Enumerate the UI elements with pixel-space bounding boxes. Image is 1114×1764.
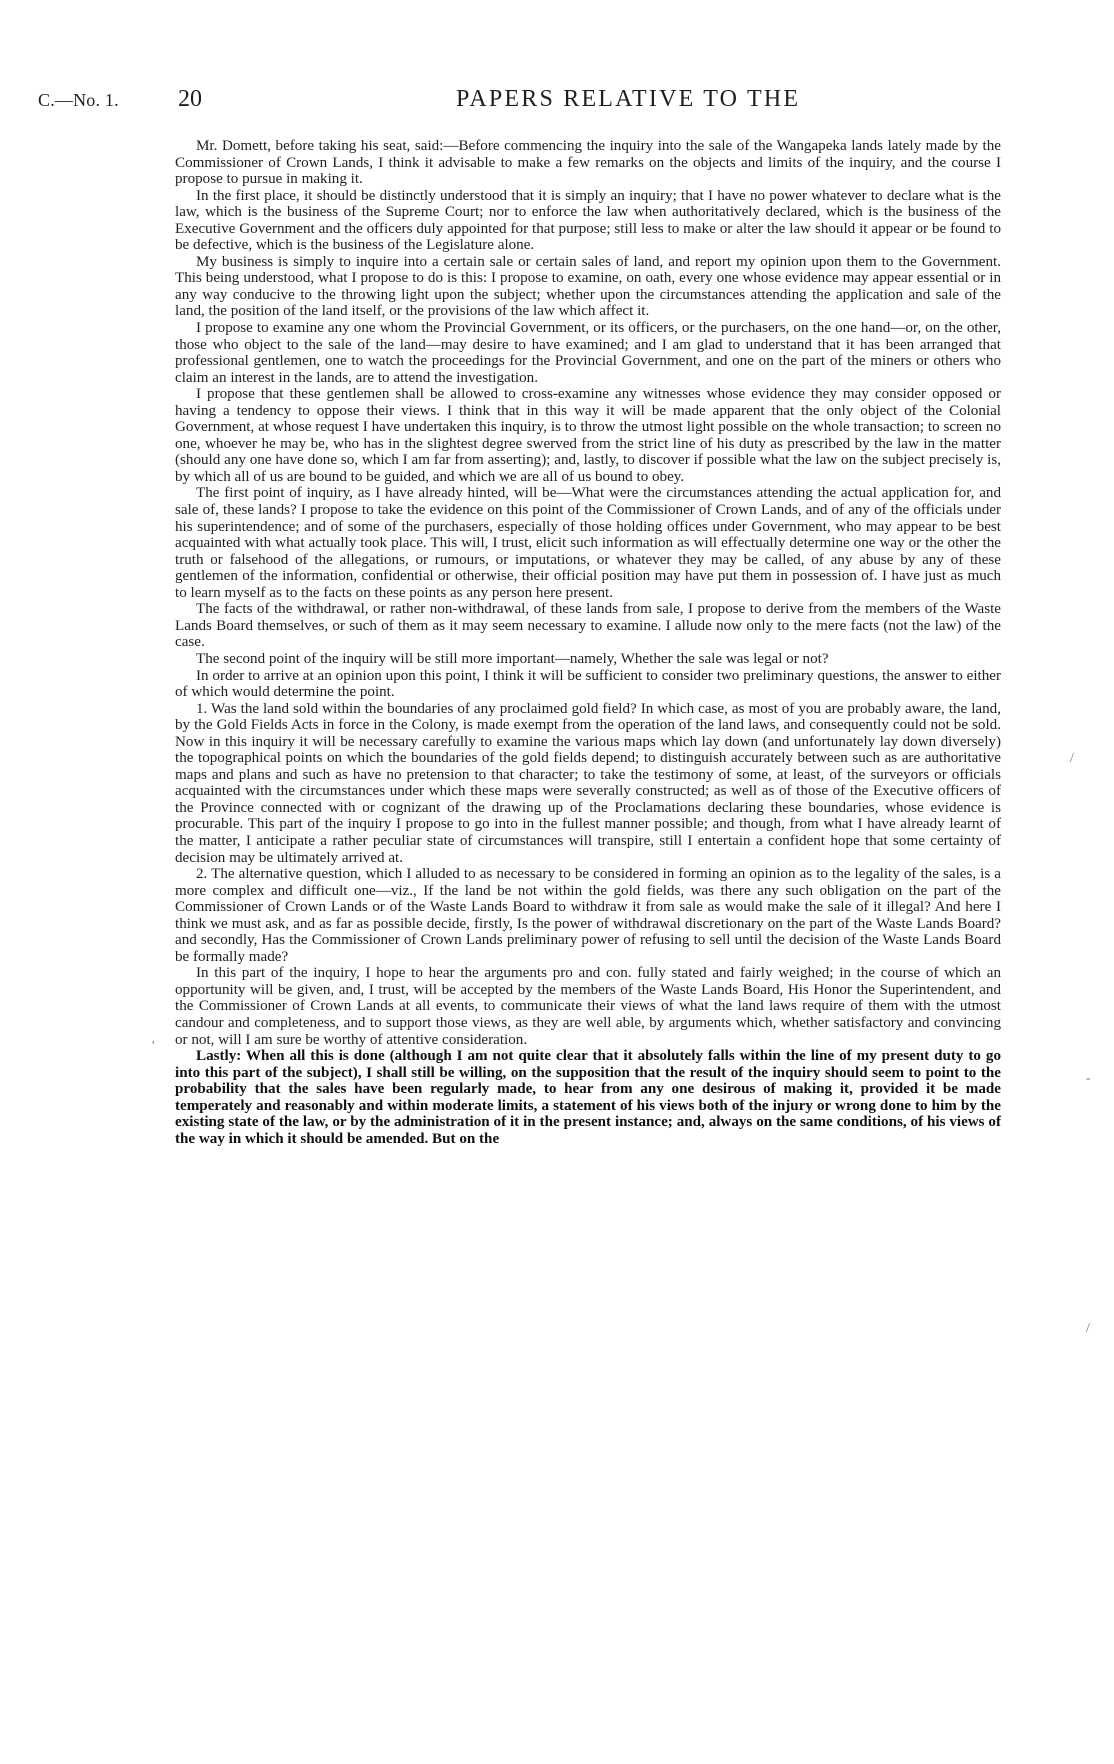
paragraph-question-one: 1. Was the land sold within the boundaries of any proclaimed gold field? In which case, as most of you are probably aware, the land, by the Gold Fields Acts in force in the Colony, is made exempt from the operation of the land laws, and consequently could not be sold. Now in this inquiry it will be necessary carefully to examine the various maps which lay down (and unfortunately lay down diversely) the topographical points on which the boundaries of the gold fields depend; to distinguish accurately between such as are authoritative maps and plans and such as have no pretension to that character; to take the testimony of some, at least, of the surveyors or officials acquainted with the circumstances under which these maps were severally constructed; as well as of those of the Executive officers of the Province connected with or cognizant of the drawing up of the Proclamations declaring these boundaries, whose evidence is procurable. This part of the inquiry I propose to go into in the fullest manner possible; and though, from what I have already learnt of the matter, I anticipate a rather peculiar state of circumstances will transpire, still I entertain a confident hope that some certainty of decision may be ultimately arrived at. (175, 700, 1001, 866)
running-head (38, 86, 1076, 112)
document-reference: C.—No. 1. (38, 90, 119, 110)
page-number: 20 (178, 86, 202, 112)
paragraph-preliminary-questions: In order to arrive at an opinion upon this point, I think it will be sufficient to consider two preliminary questions, the answer to either of which would determine the point. (175, 667, 1001, 701)
body-text (175, 138, 1001, 1147)
margin-mark: / (1070, 751, 1074, 766)
paragraph-pro-and-con: In this part of the inquiry, I hope to hear the arguments pro and con. fully stated and fairly weighed; in the course of which an opportunity will be given, and, I trust, will be accepted by the members of the Waste Lands Board, His Honor the Superintendent, and the Commissioner of Crown Lands at all events, to communicate their views of what the land laws require of them with the utmost candour and completeness, and to support those views, as they are well able, by arguments which, whether satisfactory and convincing or not, will I am sure be worthy of attentive consideration. (175, 965, 1001, 1048)
paragraph-cross-examine: I propose that these gentlemen shall be allowed to cross-examine any witnesses whose evidence they may consider opposed or having a tendency to oppose their views. I think that in this way it will be made apparent that the only object of the Colonial Government, at whose request I have undertaken this inquiry, is to throw the utmost light possible on the whole transaction; to screen no one, whoever he may be, who has in the slightest degree swerved from the strict line of his duty as prescribed by the law in the matter (should any one have done so, which I am far from asserting); and, lastly, to discover if possible what the law on the subject precisely is, by which all of us are bound to be guided, and which we are all of us bound to obey. (175, 386, 1001, 485)
margin-mark: - (1086, 1071, 1091, 1086)
paragraph-second-point: The second point of the inquiry will be still more important—namely, Whether the sale was legal or not? (196, 650, 829, 667)
paragraph-first-place: In the first place, it should be distinctly understood that it is simply an inquiry; that I have no power whatever to declare what is the law, which is the business of the Supreme Court; nor to enforce the law when authoritatively declared, which is the business of the Executive Government and the officers duly appointed for that purpose; still less to make or alter the law should it appear or be found to be defective, which is the business of the Legislature alone. (175, 187, 1001, 254)
paragraph-examine-witnesses: I propose to examine any one whom the Provincial Government, or its officers, or the purchasers, on the one hand—or, on the other, those who object to the sale of the land—may desire to have examined; and I am glad to understand that it has been arranged that professional gentlemen, one to watch the proceedings for the Provincial Government, and one on the part of the miners or others who claim an interest in the lands, are to attend the investigation. (175, 320, 1001, 386)
paragraph-opening-remarks: Mr. Domett, before taking his seat, said:—Before commencing the inquiry into the sale of the Wangapeka lands lately made by the Commissioner of Crown Lands, I think it advisable to make a few remarks on the objects and limits of the inquiry, and the course I propose to pursue in making it. (175, 138, 1001, 188)
paragraph-lastly: Lastly: When all this is done (although I am not quite clear that it absolutely falls within the line of my present duty to go into this part of the subject), I shall still be willing, on the supposition that the result of the inquiry should seem to point to the probability that the sales have been regularly made, to hear from any one desirous of making it, provided it be made temperately and reasonably and within moderate limits, a statement of his views both of the injury or wrong done to him by the existing state of the law, or by the administration of it in the present instance; and, always on the same conditions, of his views of the way in which it should be amended. But on the (175, 1048, 1001, 1147)
margin-mark: / (1086, 1321, 1090, 1336)
paragraph-first-point: The first point of inquiry, as I have already hinted, will be—What were the circumstances attending the actual application for, and sale of, these lands? I propose to take the evidence on this point of the Commissioner of Crown Lands, and of any of the officials under his superintendence; and of some of the purchasers, especially of those holding offices under Government, who may appear to be best acquainted with what actually took place. This will, I trust, elicit such information as will effectually determine one way or the other the truth or falsehood of the allegations, or rumours, or imputations, or whatever they may be called, of any abuse by any of these gentlemen of the information, confidential or otherwise, their official position may have put them in possession of. I have just as much to learn myself as to the facts on these points as any person here present. (175, 485, 1001, 601)
running-title: PAPERS RELATIVE TO THE (456, 86, 801, 112)
paragraph-question-two: 2. The alternative question, which I alluded to as necessary to be considered in forming an opinion as to the legality of the sales, is a more complex and difficult one—viz., If the land be not within the gold fields, was there any such obligation on the part of the Commissioner of Crown Lands or of the Waste Lands Board to withdraw it from sale as would make the sale of it illegal? And here I think we must ask, and as far as possible decide, firstly, Is the power of withdrawal discretionary on the part of the Waste Lands Board? and secondly, Has the Commissioner of Crown Lands preliminary power of refusing to sell until the decision of the Waste Lands Board be formally made? (175, 866, 1001, 965)
paragraph-my-business: My business is simply to inquire into a certain sale or certain sales of land, and report my opinion upon them to the Government. This being understood, what I propose to do is this: I propose to examine, on oath, every one whose evidence may appear essential or in any way conducive to the throwing light upon the subject; whether upon the circumstances attending the application and sale of the land, the position of the land itself, or the provisions of the law which affect it. (175, 253, 1001, 320)
paragraph-withdrawal-facts: The facts of the withdrawal, or rather non-withdrawal, of these lands from sale, I propose to derive from the members of the Waste Lands Board themselves, or such of them as it may seem necessary to examine. I allude now only to the mere facts (not the law) of the case. (175, 601, 1001, 651)
margin-mark: ' (152, 1039, 155, 1054)
